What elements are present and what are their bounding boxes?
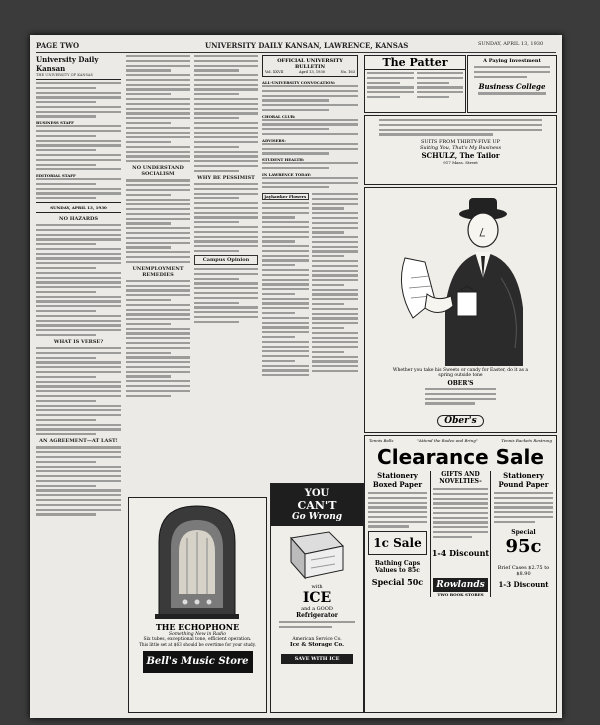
man-with-hat-illustration [365, 188, 556, 368]
obers-caption: Whether you take his Sweets or candy for Easter, do it as a spring outside tone [392, 368, 529, 378]
official-bulletin [262, 55, 358, 495]
bulletin-item-2: CHORAL CLUB: [262, 113, 296, 119]
ice-with: with [311, 584, 323, 590]
bathing-caps: Bathing Caps Values to 85c [374, 559, 421, 574]
rackets-label: Tennis Rackets Restrung [501, 438, 552, 443]
newspaper-page [30, 35, 562, 718]
bulletin-item-3: ADVISERS: [262, 137, 286, 143]
ninety-five-cents: 95c [505, 535, 542, 557]
schulz-line-1: SUITS FROM THIRTY-FIVE UP [420, 138, 500, 145]
business-staff-heading: BUSINESS STAFF [36, 120, 74, 126]
one-third-discount: 1-3 Discount [498, 579, 549, 589]
page-header [30, 41, 562, 51]
clearance-sale-title: Clearance Sale [377, 445, 544, 469]
stationery-pound-heading: Stationery Pound Paper [498, 471, 549, 489]
tennis-balls-label: Tennis Balls [369, 438, 394, 443]
schulz-tailor-ad [364, 115, 557, 185]
patter-ad [364, 55, 466, 113]
header-rule [36, 52, 556, 53]
one-cent-sale: 1c Sale [368, 531, 427, 555]
clearance-sale-ad [364, 435, 557, 713]
editorial-column-3 [194, 55, 258, 525]
save-with-ice-banner: SAVE WITH ICE [281, 654, 353, 664]
ice-and-good: and a GOOD [301, 606, 333, 612]
headline-socialism: NO UNDERSTAND SOCIALISM [132, 165, 184, 178]
echophone-name: THE ECHOPHONE [155, 622, 240, 632]
special-label: Special [511, 528, 536, 536]
radio-cabinet-illustration [129, 498, 266, 622]
bulletin-number: No. 163 [340, 70, 355, 74]
gifts-novelties-heading: GIFTS AND NOVELTIES- [439, 471, 482, 485]
stationery-boxed-heading: Stationery Boxed Paper [372, 471, 423, 489]
bulletin-title: OFFICIAL UNIVERSITY BULLETIN [277, 58, 343, 70]
ice-refrigerator: Refrigerator [296, 612, 338, 619]
obers-logo: Ober's [437, 415, 483, 427]
rowlands-logo: Rowlands [433, 578, 488, 592]
echophone-ad [128, 497, 267, 713]
masthead-date: SUNDAY, APRIL 13, 1930 [50, 204, 107, 210]
bulletin-date: April 13, 1930 [298, 70, 326, 74]
ice-you: YOU [304, 488, 330, 499]
special-50c: Special 50c [371, 576, 424, 587]
editorial-headline-3: AN AGREEMENT—AT LAST! [39, 438, 118, 445]
schulz-address: 917 Mass. Street [443, 159, 478, 165]
ice-word: ICE [302, 590, 332, 606]
jayhawker-heading: Jayhawker Flowers [262, 193, 309, 200]
rodeo-label: "Attend the Rodeo and Bring" [417, 438, 478, 443]
ice-storage-company: Ice & Storage Co. [290, 641, 344, 648]
bulletin-volume: Vol. XXVII [265, 70, 284, 74]
bulletin-item-1: ALL-UNIVERSITY CONVOCATION: [262, 80, 336, 85]
bulletin-item-4: STUDENT HEALTH: [262, 157, 305, 163]
editorial-headline-1: NO HAZARDS [59, 215, 98, 222]
headline-pessimist: WHY BE PESSIMIST [197, 174, 255, 181]
ice-block-illustration [271, 526, 363, 584]
editorial-staff-heading: EDITORIAL STAFF [36, 173, 76, 179]
ice-company: American Service Co. [292, 636, 342, 642]
schulz-line-2: Suiting You, That's My Business [419, 144, 502, 151]
obers-name: OBER'S [447, 380, 474, 387]
business-college-logo: Business College [478, 82, 546, 92]
ice-cant: CAN'T [297, 499, 337, 512]
echophone-tagline: Something New in Radio [169, 632, 226, 637]
campus-opinion-heading: Campus Opinion [194, 255, 258, 265]
masthead-title: University Daily Kansan [36, 55, 99, 73]
page-header-date: SUNDAY, APRIL 13, 1930 [478, 41, 544, 47]
patter-title: The Patter [365, 56, 465, 70]
editorial-column [36, 55, 121, 710]
page-header-title: UNIVERSITY DAILY KANSAN, LAWRENCE, KANSAS [205, 41, 409, 50]
schulz-name: SCHULZ, The Tailor [421, 150, 500, 160]
editorial-headline-2: WHAT IS VERSE? [53, 339, 104, 346]
one-fourth-discount: 1-4 Discount [431, 548, 490, 558]
ice-ad [270, 483, 364, 713]
masthead-subtitle: THE UNIVERSITY OF KANSAS [36, 73, 93, 77]
page-number: PAGE TWO [36, 41, 80, 50]
two-book-stores: TWO BOOK STORES [437, 592, 484, 597]
ice-go-wrong: Go Wrong [291, 512, 343, 522]
echophone-price: This little set at $63 should be overtime for your study. [139, 642, 256, 647]
brief-cases: Brief Cases $2.75 to $8.90 [497, 564, 550, 577]
editorial-column-2 [126, 55, 190, 525]
obers-ad [364, 187, 557, 433]
business-ad-title: A Paying Investment [483, 58, 541, 64]
bulletin-item-5: IN LAWRENCE TODAY: [262, 171, 311, 177]
echophone-description: Six tubes, exceptional tone, efficient operation. [143, 637, 252, 642]
business-college-ad [467, 55, 557, 113]
headline-unemployment: UNEMPLOYMENT REMEDIES [132, 265, 184, 278]
bells-music-store-logo: Bell's Music Store [143, 651, 253, 673]
